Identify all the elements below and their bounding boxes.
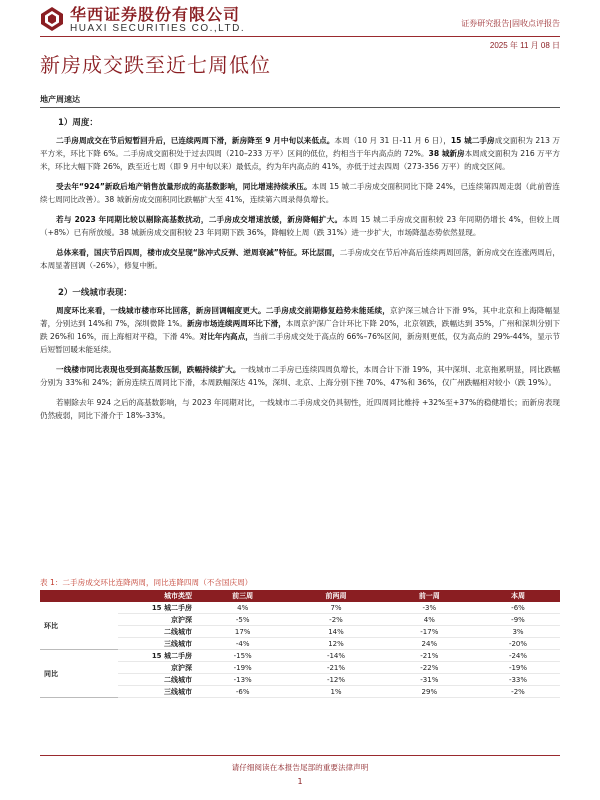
paragraph-tier1-yoy: 一线楼市同比表现也受到高基数压制，跌幅持续扩大。一线城市二手房已连续四周负增长，本周合计下滑 19%，其中深圳、北京拖累明显，同比跌幅分别为 33%和 24%；新房连续五周同比下滑，本周跌幅深达 41%，深圳、北京、上海分别下挫 70%、47%和 36%，仅广州跌幅相对较小（跌 19%）。 [40, 365, 560, 387]
table-row: 环比 15 城二手房 4% 7% -3% -6% [40, 602, 560, 614]
page-header [0, 0, 600, 50]
tier1-subheading: 2）一线城市表现： [58, 288, 132, 298]
column-header: 前三周 [196, 590, 289, 602]
paragraph-overall: 总体来看，国庆节后四周，楼市成交呈现“脉冲式反弹、逆周衰减”特征。环比层面，二手房成交在节后冲高后连续两周回落，新房成交在连涨两周后，本周显著回调（-26%），修复中断。 [40, 248, 561, 270]
report-body [40, 94, 560, 429]
table-row: 京沪深 -19% -21% -22% -19% [40, 662, 560, 674]
transaction-table [40, 590, 560, 698]
company-name-en: HUAXI SECURITIES CO.,LTD. [70, 23, 246, 34]
table-row: 三线城市 -6% 1% 29% -2% [40, 686, 560, 698]
table-row: 三线城市 -4% 12% 24% -20% [40, 638, 560, 650]
paragraph-yoy: 受去年“924”新政后地产销售放量形成的高基数影响，同比增速持续承压。本周 15 城二手房成交面积同比下降 24%，已连续第四周走弱（此前曾连续七周同比改善）。38 城新房成交面积同比跌幅扩大至 41%，连续第六周录得负增长。 [40, 182, 560, 204]
report-date: 2025 年 11 月 08 日 [489, 41, 560, 50]
weekly-subheading: 1）周度： [58, 118, 98, 128]
column-header: 前一周 [383, 590, 476, 602]
table-row: 二线城市 17% 14% -17% 3% [40, 626, 560, 638]
company-name-cn: 华西证券股份有限公司 [70, 5, 241, 24]
footer-divider [40, 755, 560, 756]
paragraph-vs-2023: 若与 2023 年同期比较以剔除高基数扰动，二手房成交增速放缓，新房降幅扩大。本周 15 城二手房成交面积较 23 年同期仍增长 4%，但较上周（+8%）已有所放缓。38 城新房成交面积较 23 年同期下跌 36%，降幅较上周（跌 31%）进一步扩大，市场降温态势依然显现。 [40, 215, 560, 237]
legal-notice: 请仔细阅读在本报告尾部的重要法律声明 [231, 763, 369, 772]
group-label: 同比 [40, 650, 118, 698]
column-header: 前两周 [289, 590, 382, 602]
report-type: 证券研究报告|固收点评报告 [461, 19, 560, 28]
header-divider [40, 36, 560, 37]
paragraph-weekly-summary: 二手房周成交在节后短暂回升后，已连续两周下滑，新房降至 9 月中旬以来低点。本周（10 月 31 日-11 月 6 日），15 城二手房成交面积为 213 万平方米，环比下降 6%。二手房成交面积处于过去四周（210–233 万平）区间的低位，约相当于年内高点的 72%。38 城新房本周成交面积为 216 万平方米，环比大幅下降 26%，跌至近七周（即 9 月中旬以来）最低点，约为年内高点的 41%，亦低于过去四周（273-356 万平）的成交区间。 [40, 136, 560, 171]
table-header-row [40, 590, 560, 602]
paragraph-tier1-weekly: 周度环比来看，一线城市楼市环比回落，新房回调幅度更大。二手房成交前期修复趋势未能延续，京沪深三城合计下滑 9%，其中北京和上海降幅显著，分别达到 14%和 7%，深圳微降 1%。新房市场连续两周环比下滑，本周京沪深广合计环比下降 20%，北京领跌，跌幅达到 35%，广州和深圳分别下跌 26%和 16%，而上海相对平稳，下滑 4%。对比年内高点，当前二手房成交处于高点的 66%–76%区间，新房则更低，仅为高点的 29%-44%，显示节后短暂回暖未能延续。 [40, 306, 561, 354]
table-row: 京沪深 -5% -2% 4% -9% [40, 614, 560, 626]
page-number: 1 [297, 777, 303, 786]
table-row: 二线城市 -13% -12% -31% -33% [40, 674, 560, 686]
column-header: 本周 [476, 590, 560, 602]
table-title: 表 1：二手房成交环比连降两周，同比连降四周（不含国庆周） [40, 577, 560, 591]
section-label: 地产周速达 [40, 94, 560, 108]
group-label: 环比 [40, 602, 118, 650]
column-header: 城市类型 [118, 590, 196, 602]
huaxi-logo-icon [40, 6, 64, 32]
page-title: 新房成交跌至近七周低位 [40, 53, 271, 77]
paragraph-tier1-vs-2023: 若剔除去年 924 之后的高基数影响，与 2023 年同期对比，一线城市二手房成交仍具韧性，近四周同比维持 +32%至+37%的稳健增长；而新房表现仍然疲弱，同比下滑介于 18%-33%。 [40, 398, 560, 420]
table-row: 同比 15 城二手房 -15% -14% -21% -24% [40, 650, 560, 662]
